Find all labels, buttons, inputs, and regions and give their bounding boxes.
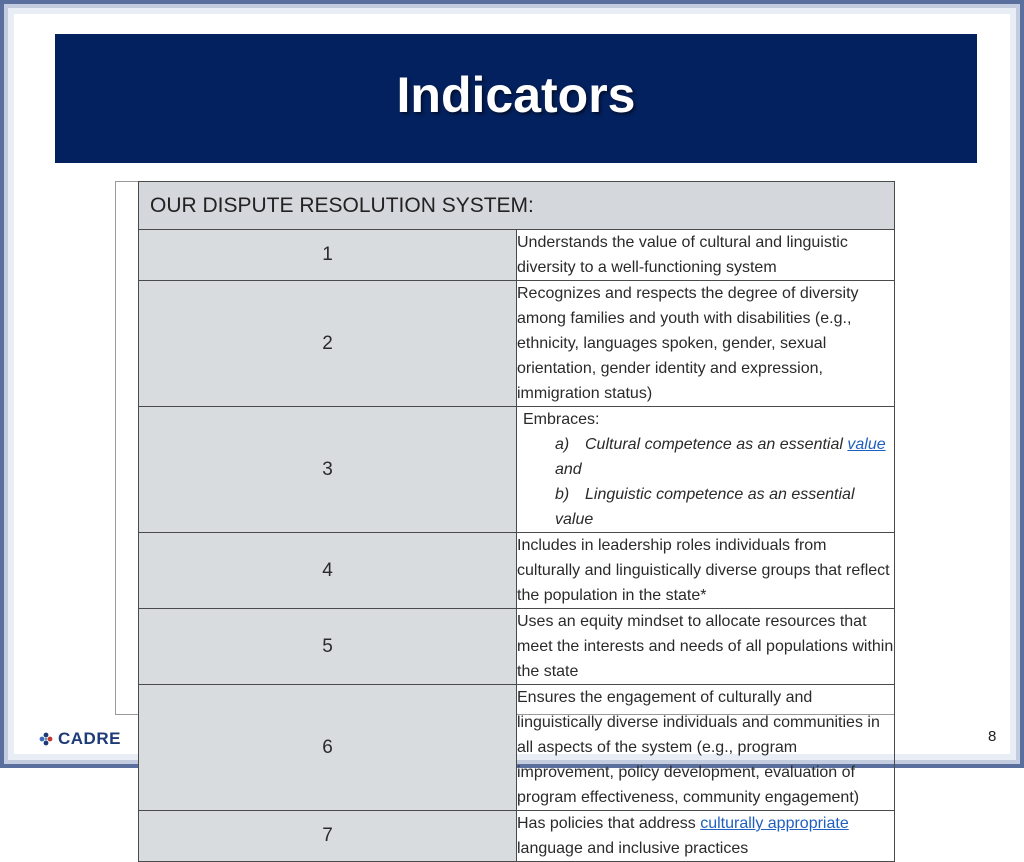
row-text	[517, 407, 895, 533]
culturally-appropriate-link[interactable]: culturally appropriate	[700, 815, 849, 832]
indicators-table	[138, 181, 895, 862]
row-text-part: Has policies that address	[517, 815, 701, 832]
page-number: 8	[988, 728, 997, 745]
embraces-item-a	[517, 432, 894, 482]
table-row	[139, 230, 895, 281]
row-number: 6	[139, 685, 517, 811]
table-row	[139, 685, 895, 811]
title-bar	[55, 34, 977, 163]
cadre-logo-icon	[38, 731, 54, 747]
item-text: Cultural competence as an essential	[585, 436, 848, 453]
row-text: Uses an equity mindset to allocate resources that meet the interests and needs of all populations within the state	[517, 609, 895, 685]
table-header: OUR DISPUTE RESOLUTION SYSTEM:	[139, 182, 895, 230]
row-text	[517, 811, 895, 862]
item-marker: a)	[555, 436, 570, 453]
item-text: Linguistic competence as an essential value	[555, 486, 855, 528]
table-row	[139, 811, 895, 862]
row-number: 7	[139, 811, 517, 862]
embraces-intro: Embraces:	[523, 411, 600, 428]
cadre-logo	[38, 728, 121, 750]
embraces-item-b	[517, 482, 894, 532]
table-row	[139, 281, 895, 407]
row-number: 2	[139, 281, 517, 407]
row-number: 1	[139, 230, 517, 281]
table-row	[139, 407, 895, 533]
table-row	[139, 609, 895, 685]
row-text: Recognizes and respects the degree of diversity among families and youth with disabilities (e.g., ethnicity, languages spoken, gender, sexual orientation, gender identity and expression, immigration status)	[517, 281, 895, 407]
item-marker: b)	[555, 486, 570, 503]
item-text: and	[555, 461, 582, 478]
slide-title: Indicators	[396, 66, 636, 123]
row-number: 5	[139, 609, 517, 685]
table-header-row	[139, 182, 895, 230]
table-row	[139, 533, 895, 609]
row-text: Includes in leadership roles individuals from culturally and linguistically diverse groups that reflect the population in the state*	[517, 533, 895, 609]
row-number: 4	[139, 533, 517, 609]
row-text: Understands the value of cultural and linguistic diversity to a well-functioning system	[517, 230, 895, 281]
row-number: 3	[139, 407, 517, 533]
value-link[interactable]: value	[847, 436, 886, 453]
logo-text: CADRE	[58, 729, 121, 748]
row-text: Ensures the engagement of culturally and linguistically diverse individuals and communities in all aspects of the system (e.g., program improvement, policy development, evaluation of program effectiveness, community engagement)	[517, 685, 895, 811]
row-text-part: language and inclusive practices	[517, 840, 749, 857]
